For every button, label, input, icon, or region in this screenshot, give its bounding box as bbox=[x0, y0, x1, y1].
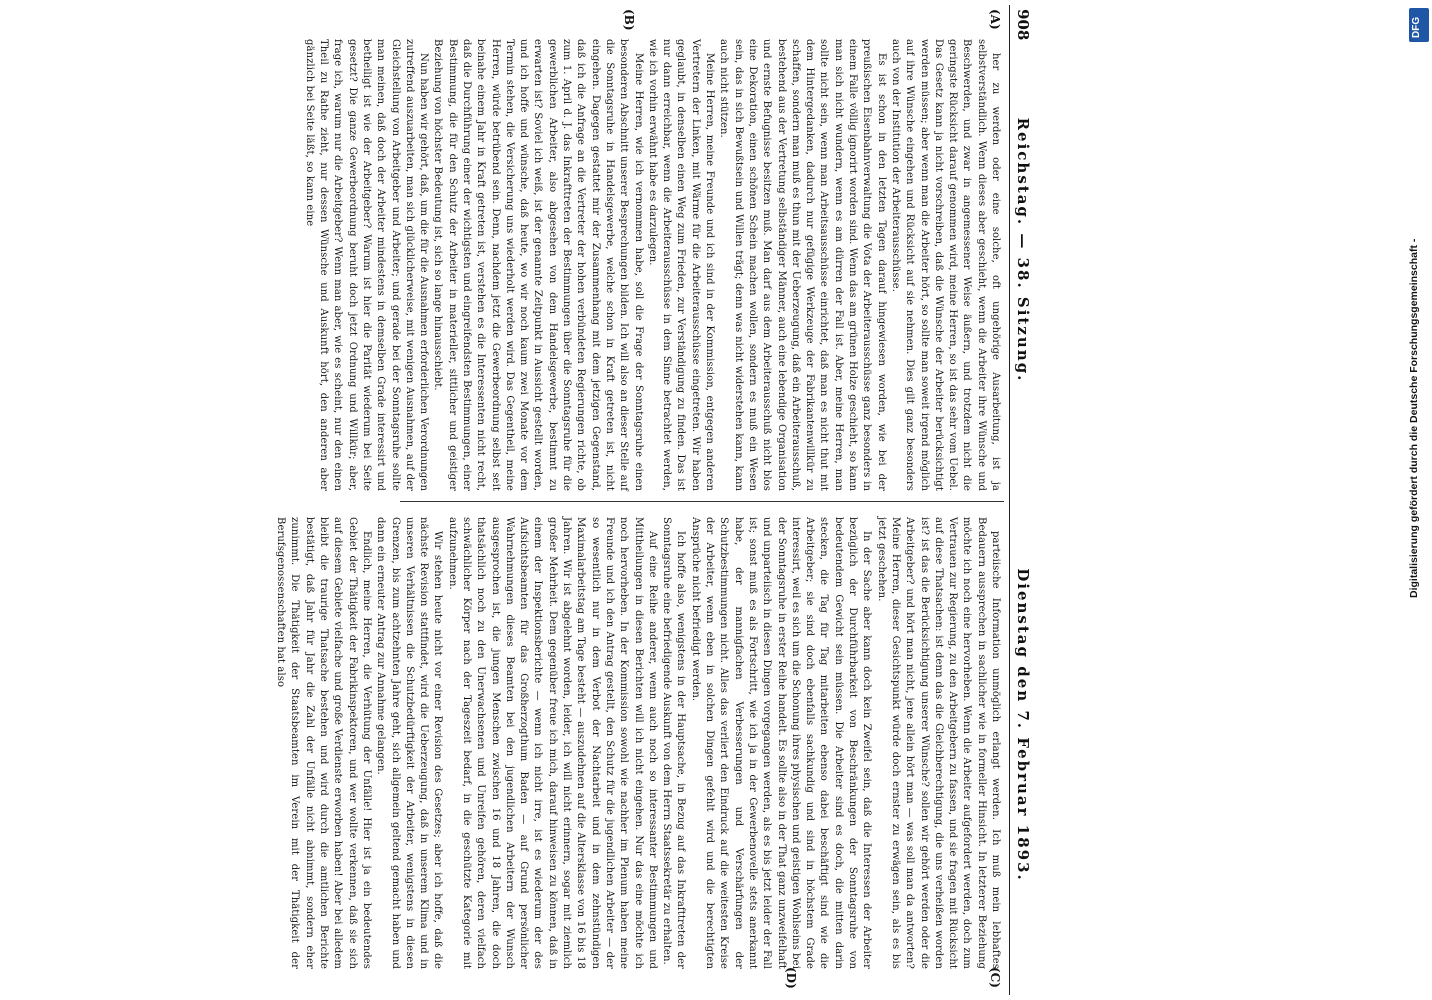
paragraph: Es ist schon in den letzten Tagen darauf hingewiesen worden, wie bei der preußischen Eisenbahnverwaltung die Vota der Arbeiterausschüsse ganz besonders in einem Falle völlig ignorirt worden sind. Wenn das am grünen Holze geschieht, so kann man sich nicht wundern, wenn es am dürren der Fall ist. Aber, meine Herren, man sollte nicht sein, wenn man Arbeitsausschüsse einrichtet, daß man es nicht thut mit dem Hintergedanken, dadurch nur gefügige Werkzeuge der Fabrikantenwillkür zu schaffen, sondern man muß es thun mit der Ueberzeugung, daß ein Arbeiterausschuß, bestehend aus der Vertretung selbständiger Männer, auch eine lebendige Organisation und ernste Befugnisse besitzen muß. Man darf aus dem Arbeiterausschuß nicht blos eine Dekoration, einen schönen Schein machen wollen, sondern es muß ein Wesen sein, das in sich Bewußtsein und Willen trägt; denn was nicht widerstehen kann, kann auch nicht stützen. bbox=[718, 39, 887, 491]
paragraph: Nun haben wir gehört, daß, um die für die Ausnahmen erforderlichen Verordnungen zutreffend auszuarbeiten, man sich glücklicherweise, mit wenigen Ausnahmen, auf der Gleichstellung von Arbeitgeber und Arbeiter; und gerade bei der Sonntagsruhe sollte man meinen, daß doch der Arbeiter mindestens in demselben Grade interessirt und betheiligt ist wie der Arbeitgeber? Warum ist hier die Parität wiederum bei Seite gesetzt? Die ganze Gewerbeordnung beruht doch jetzt Ordnung und Willkür; aber, frage ich, warum nur die Arbeitgeber? Wenn man aber, wie es scheint, nur den einen Theil zu Rathe zieht, nur dessen Wünsche und Auskunft hört, den anderen aber gänzlich bei Seite läßt, so kann eine bbox=[303, 39, 430, 491]
paragraph: Endlich, meine Herren, die Verhütung der Unfälle! Hier ist ja ein bedeutendes Gebiet der Thätigkeit der Fabrikinspektoren, und wer wollte verkennen, daß sie sich auf diesem Gebiete vielfache und große Verdienste erworben haben! Aber bei alledem bleibt die traurige Thatsache bestehen und wird durch die amtlichen Berichte bestätigt, daß Jahr für Jahr die Zahl der Unfälle nicht abnimmt, sondern eher zunimmt. Die Thätigkeit der Staatsbeamten im Verein mit der Thätigkeit der Berufsgenossenschaften hat also bbox=[275, 517, 372, 969]
dfg-badge-text: DFG bbox=[1411, 16, 1422, 38]
digitization-credit: Digitalisierung gefördert durch die Deutsche Forschungsgemeinschaft - bbox=[1408, 238, 1420, 598]
rotated-document-page bbox=[275, 5, 1036, 995]
paragraph: parteiische Information unmöglich erlangt werden. Ich muß mein lebhaftes Bedauern aussprechen in sachlicher wie in formeller Hinsicht. In letzterer Beziehung möchte ich noch eine hervorheben. Wenn die Arbeiter aufgefordert werden, doch zum Vertrauen zur Regierung, zu den Arbeitgebern zu fassen, und sie fragen mit Rücksicht auf diese Thatsachen: ist denn das die Gleichberechtigung, die uns verheißen worden ist? ist das die Berücksichtigung unserer Wünsche? sollen wir gehört werden oder die Arbeitgeber? und hört man nicht, jene allein hört man — was soll man da antworten? Meine Herren, dieser Gesichtspunkt würde doch ernster zu erwägen sein, als es bis jetzt geschehen. bbox=[875, 517, 1001, 969]
page-header bbox=[1009, 5, 1036, 995]
margin-marker-b: (B) bbox=[622, 9, 636, 31]
right-text-column bbox=[275, 517, 1002, 969]
paragraph: Meine Herren, meine Freunde und ich sind in der Kommission, entgegen anderen Vertretern der Linken, mit Wärme für die Arbeiterausschüsse eingetreten. Wir haben geglaubt, in denselben einen Weg zum Frieden, zur Verständigung zu finden. Das ist nur dann erreichbar, wenn die Arbeiterausschüsse in dem Sinne betrachtet werden, wie ich vorhin erwähnt habe es darzulegen. bbox=[646, 39, 716, 491]
paragraph: Auf eine Reihe anderer, wenn auch noch so interessanter Bestimmungen und Mittheilungen in diesen Berichten will ich nicht eingehen. Nur das eine möchte ich noch hervorheben. In der Kommission sowohl wie nachher im Plenum haben meine Freunde und ich den Antrag gestellt, den Schutz für die jugendlichen Arbeiter — der so wesentlich nur in dem Verbot der Nachtarbeit und in dem zehnstündigen Maximalarbeitstag am Tage besteht — auszudehnen auf die Altersklasse von 16 bis 18 Jahren. Wir ist abgelehnt worden, leider, ich will nicht erinnern, sogar mit ziemlich großer Mehrheit. Dem gegenüber freue ich mich, darauf hinweisen zu können, daß in einem der Inspektionsberichte — wenn ich nicht irre, ist es wiederum der des Aufsichtsbeamten für das Großherzogthum Baden — auf Grund persönlicher Wahrnehmungen dieses Beamten bei den jugendlichen Arbeitern der Wunsch ausgesprochen ist, die jungen Menschen zwischen 16 und 18 Jahren, die doch thatsächlich noch zu den Unerwachsenen und Unreifen gehören, deren vielfach schwächlicher Körper nach der Tageszeit bedarf, in die geschützte Kategorie mit aufzunehmen. bbox=[446, 517, 658, 969]
header-right-title: Dienstag den 7. Februar 1893. bbox=[1014, 568, 1032, 882]
margin-marker-d: (D) bbox=[784, 967, 798, 989]
left-text-column bbox=[303, 39, 1002, 491]
paragraph: Wir stehen heute nicht vor einer Revision des Gesetzes; aber ich hoffe, daß die nächste Revision stattfindet, wird die Ueberzeugung, daß in unserem Klima und in unseren Verhältnissen die Schutzbedürftigkeit der Arbeiter, wenigstens in diesen Grenzen, bis zum achtzehnten Jahre geht, sich allgemein geltend gemacht haben und dann ein erneuter Antrag zur Annahme gelangen. bbox=[375, 517, 444, 969]
paragraph: In der Sache aber kann doch kein Zweifel sein, daß die Interessen der Arbeiter bezüglich der Durchführbarkeit von Beschränkungen der Sonntagsruhe von bedeutendem Gewicht sein müssen. Die Arbeiter sind es doch, die mitten darin stecken, die Tag für Tag mitarbeiten ebenso dabei beschäftigt sind wie die Arbeitgeber; sie sind doch ebenfalls sachkundig und sind in höchstem Grade interessirt, weil es sich um die Schonung ihres physischen und geistigen Wohlseins bei der Sonntagsruhe in erster Reihe handelt. Es sollte also in der That ganz unzweifelhaft und unparteiisch in diesen Dingen vorgegangen werden, als es bis jetzt leider der Fall ist; sonst muß es als Fortschritt, wie ich ja in der Gewerbenovelle stets anerkannt habe, der mannigfachen Verbesserungen und Verschärfungen der Schutzbestimmungen nicht. Alles das verliert den Eindruck auf die weitesten Kreise der Arbeiter, wenn eben in solchen Dingen gefehlt wird und die berechtigten Ansprüche nicht befriedigt werden. bbox=[689, 517, 873, 969]
header-left-title: Reichstag. — 38. Sitzung. bbox=[1014, 117, 1032, 383]
paragraph: Ich hoffe also, wenigstens in der Hauptsache, in Bezug auf das Inkrafttreten der Sonntagsruhe eine befriedigende Auskunft von dem Herrn Staatssekretär zu erhalten. bbox=[661, 517, 687, 969]
paragraph: her zu werden oder eine solche, oft ungehörige Ausarbeitung, ist ja selbstverständlich. Wenn dieses aber geschieht, wenn die Arbeiter ihre Wünsche und Beschwerden, und zwar in angemessener Weise äußern, und trotzdem nicht die geringste Rücksicht darauf genommen wird, meine Herren, so ist das sehr vom Uebel. Das Gesetz kann ja nicht vorschreiben, daß die Wünsche der Arbeiter berücksichtigt werden müssen; aber wenn man die Arbeiter hört, so sollte man soweit irgend möglich auf ihre Wünsche eingehen und Rücksicht auf sie nehmen. Dies gilt ganz besonders auch von der Institution der Arbeiterausschüsse. bbox=[889, 39, 1001, 491]
column-divider bbox=[400, 501, 1004, 502]
margin-marker-a: (A) bbox=[988, 9, 1002, 30]
margin-marker-c: (C) bbox=[988, 967, 1002, 988]
paragraph: Meine Herren, wie ich vernommen habe, soll die Frage der Sonntagsruhe einen besonderen Abschnitt unserer Besprechungen bilden. Ich will also an dieser Stelle auf die Sonntagsruhe in Handelsgewerbe, welche schon in Kraft getreten ist, nicht eingehen. Dagegen gestattet mir der Zusammenhang mit dem jetzigen Gegenstand, daß ich die Anfrage an die Vertreter der hohen verbündeten Regierungen richte, ob zum 1. April d. J. das Inkrafttreten der Bestimmungen über die Sonntagsruhe für die gewerblichen Arbeiter, also abgesehen von dem Handelsgewerbe, bestimmt zu erwarten ist? Soviel ich weiß, ist der genannte Zeitpunkt in Aussicht gestellt worden, und ich hoffe und wünsche, daß heute, wo wir noch kaum zwei Monate vor dem Termin stehen, die Versicherung uns wiederholt werden wird. Das Gegentheil, meine Herren, würde betrübend sein. Denn, nachdem jetzt die Gewerbeordnung selbst seit beinahe einem Jahr in Kraft getreten ist, verstehen es die Interessenten nicht recht, daß die Durchführung einer der wichtigsten und eingreifendsten Bestimmungen, einer Bestimmung, die für den Schutz der Arbeiter in materieller, sittlicher und geistiger Beziehung von höchster Bedeutung ist, sich so lange hinausschiebt. bbox=[432, 39, 644, 491]
page-number: 908 bbox=[1014, 9, 1032, 41]
